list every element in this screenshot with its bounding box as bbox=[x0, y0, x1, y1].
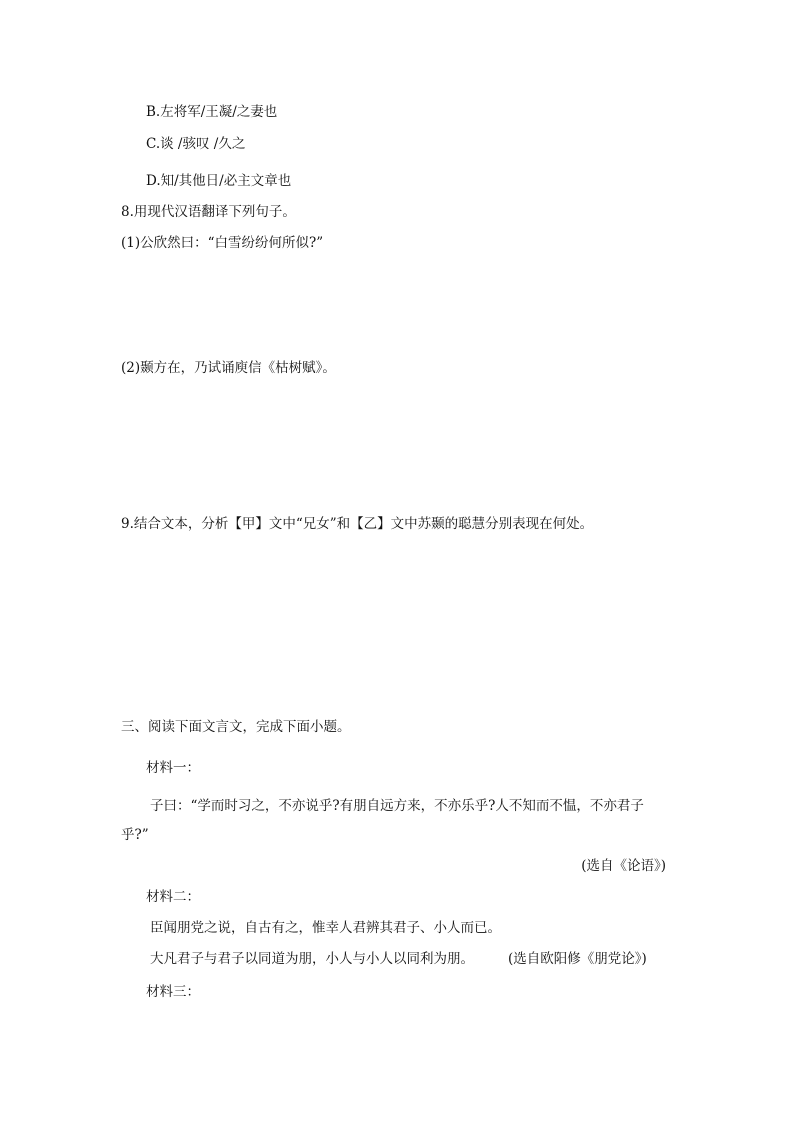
question-8-item-2: (2)颞方在，乃试诵庾信《枯树赋》。 bbox=[121, 360, 336, 376]
material-1-label: 材料一： bbox=[146, 760, 200, 776]
option-b: B.左将军/王凝/之妻也 bbox=[146, 104, 278, 120]
material-3-label: 材料三： bbox=[146, 984, 200, 1000]
material-1-text-line-2: 乎?” bbox=[121, 827, 149, 843]
material-2-label: 材料二： bbox=[146, 889, 200, 905]
option-c: C.谈 /骇叹 /久之 bbox=[146, 136, 246, 152]
option-d: D.知/其他日/必主文章也 bbox=[146, 173, 292, 189]
material-2-line-1: 臣闻朋党之说，自古有之，惟幸人君辨其君子、小人而已。 bbox=[150, 920, 501, 936]
material-1-source: (选自《论语》) bbox=[581, 858, 666, 874]
section-3-heading: 三、阅读下面文言文，完成下面小题。 bbox=[121, 719, 351, 735]
material-2-source: (选自欧阳修《朋党论》) bbox=[508, 951, 647, 967]
question-8-item-1: (1)公欣然曰：“白雪纷纷何所似?” bbox=[121, 235, 324, 251]
material-2-line-2 bbox=[150, 950, 647, 968]
material-2-line-2-text: 大凡君子与君子以同道为朋，小人与小人以同利为朋。 bbox=[150, 951, 474, 967]
material-1-text-line-1: 子曰：“学而时习之，不亦说乎?有朋自远方来，不亦乐乎?人不知而不愠，不亦君子 bbox=[150, 798, 644, 814]
question-9-prompt: 9.结合文本，分析【甲】文中“兄女”和【乙】文中苏颞的聪慧分别表现在何处。 bbox=[121, 516, 594, 532]
question-8-prompt: 8.用现代汉语翻译下列句子。 bbox=[121, 204, 296, 220]
